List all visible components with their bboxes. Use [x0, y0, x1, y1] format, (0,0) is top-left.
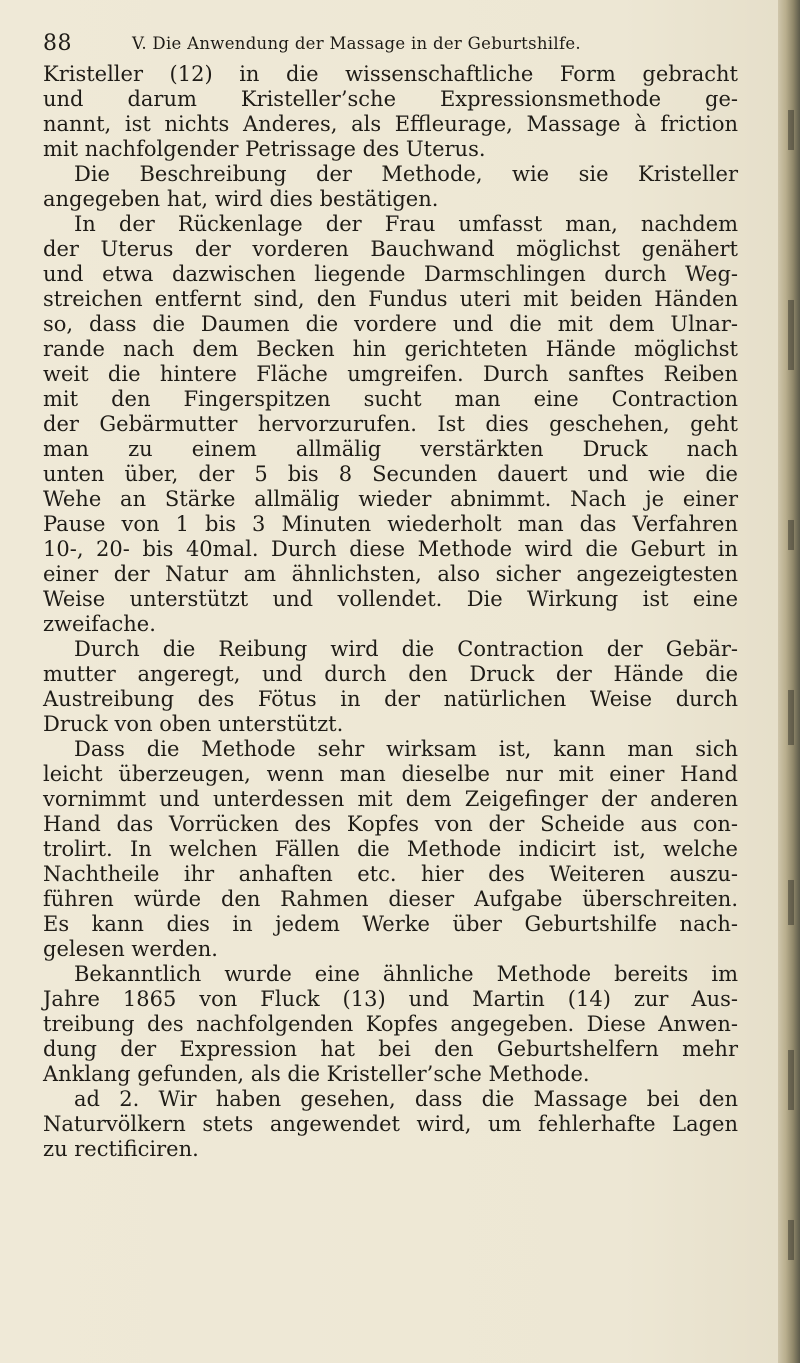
text-line: rande nach dem Becken hin gerichteten Hände möglichst: [43, 337, 738, 361]
text-line: 10-, 20- bis 40mal. Durch diese Methode wird die Geburt in: [43, 537, 738, 561]
text-line: mutter angeregt, und durch den Druck der Hände die: [43, 662, 738, 686]
running-head: V. Die Anwendung der Massage in der Geburtshilfe.: [132, 34, 581, 53]
text-line: gelesen werden.: [43, 937, 218, 961]
text-line: dung der Expression hat bei den Geburtshelfern mehr: [43, 1037, 738, 1061]
text-line: In der Rückenlage der Frau umfasst man, nachdem: [74, 212, 738, 236]
text-line: treibung des nachfolgenden Kopfes angegeben. Diese Anwen-: [43, 1012, 738, 1036]
text-line: Druck von oben unterstützt.: [43, 712, 344, 736]
text-line: Austreibung des Fötus in der natürlichen Weise durch: [43, 687, 738, 711]
text-line: Naturvölkern stets angewendet wird, um fehlerhafte Lagen: [43, 1112, 738, 1136]
text-line: vornimmt und unterdessen mit dem Zeigefinger der anderen: [43, 787, 738, 811]
text-line: unten über, der 5 bis 8 Secunden dauert und wie die: [43, 462, 738, 486]
text-line: Wehe an Stärke allmälig wieder abnimmt. Nach je einer: [43, 487, 738, 511]
text-line: Jahre 1865 von Fluck (13) und Martin (14) zur Aus-: [43, 987, 738, 1011]
text-line: mit den Fingerspitzen sucht man eine Contraction: [43, 387, 738, 411]
text-line: Bekanntlich wurde eine ähnliche Methode bereits im: [74, 962, 738, 986]
page-number: 88: [43, 31, 72, 56]
text-line: man zu einem allmälig verstärkten Druck nach: [43, 437, 738, 461]
text-line: weit die hintere Fläche umgreifen. Durch sanftes Reiben: [43, 362, 738, 386]
text-line: Nachtheile ihr anhaften etc. hier des Weiteren auszu-: [43, 862, 738, 886]
text-line: führen würde den Rahmen dieser Aufgabe überschreiten.: [43, 887, 738, 911]
body-text: [43, 62, 738, 1162]
text-line: Weise unterstützt und vollendet. Die Wirkung ist eine: [43, 587, 738, 611]
text-line: Es kann dies in jedem Werke über Geburtshilfe nach-: [43, 912, 738, 936]
text-line: Anklang gefunden, als die Kristeller’sche Methode.: [43, 1062, 590, 1086]
text-line: trolirt. In welchen Fällen die Methode indicirt ist, welche: [43, 837, 738, 861]
page-header: [43, 25, 718, 61]
text-line: und etwa dazwischen liegende Darmschlingen durch Weg-: [43, 262, 738, 286]
text-line: ad 2. Wir haben gesehen, dass die Massage bei den: [74, 1087, 738, 1111]
text-line: Durch die Reibung wird die Contraction der Gebär-: [74, 637, 738, 661]
text-line: leicht überzeugen, wenn man dieselbe nur mit einer Hand: [43, 762, 738, 786]
text-line: zu rectificiren.: [43, 1137, 199, 1161]
text-line: der Uterus der vorderen Bauchwand möglichst genähert: [43, 237, 738, 261]
page-edge-shadow: [778, 0, 800, 1363]
text-line: einer der Natur am ähnlichsten, also sicher angezeigtesten: [43, 562, 738, 586]
text-line: zweifache.: [43, 612, 156, 636]
text-line: Dass die Methode sehr wirksam ist, kann man sich: [74, 737, 738, 761]
text-line: nannt, ist nichts Anderes, als Effleurage, Massage à friction: [43, 112, 738, 136]
text-line: Pause von 1 bis 3 Minuten wiederholt man das Verfahren: [43, 512, 738, 536]
text-line: so, dass die Daumen die vordere und die mit dem Ulnar-: [43, 312, 738, 336]
text-line: streichen entfernt sind, den Fundus uteri mit beiden Händen: [43, 287, 738, 311]
text-line: Hand das Vorrücken des Kopfes von der Scheide aus con-: [43, 812, 738, 836]
text-line: Kristeller (12) in die wissenschaftliche Form gebracht: [43, 62, 738, 86]
text-line: angegeben hat, wird dies bestätigen.: [43, 187, 439, 211]
text-line: Die Beschreibung der Methode, wie sie Kristeller: [74, 162, 738, 186]
text-line: mit nachfolgender Petrissage des Uterus.: [43, 137, 486, 161]
text-line: der Gebärmutter hervorzurufen. Ist dies geschehen, geht: [43, 412, 738, 436]
text-line: und darum Kristeller’sche Expressionsmethode ge-: [43, 87, 738, 111]
